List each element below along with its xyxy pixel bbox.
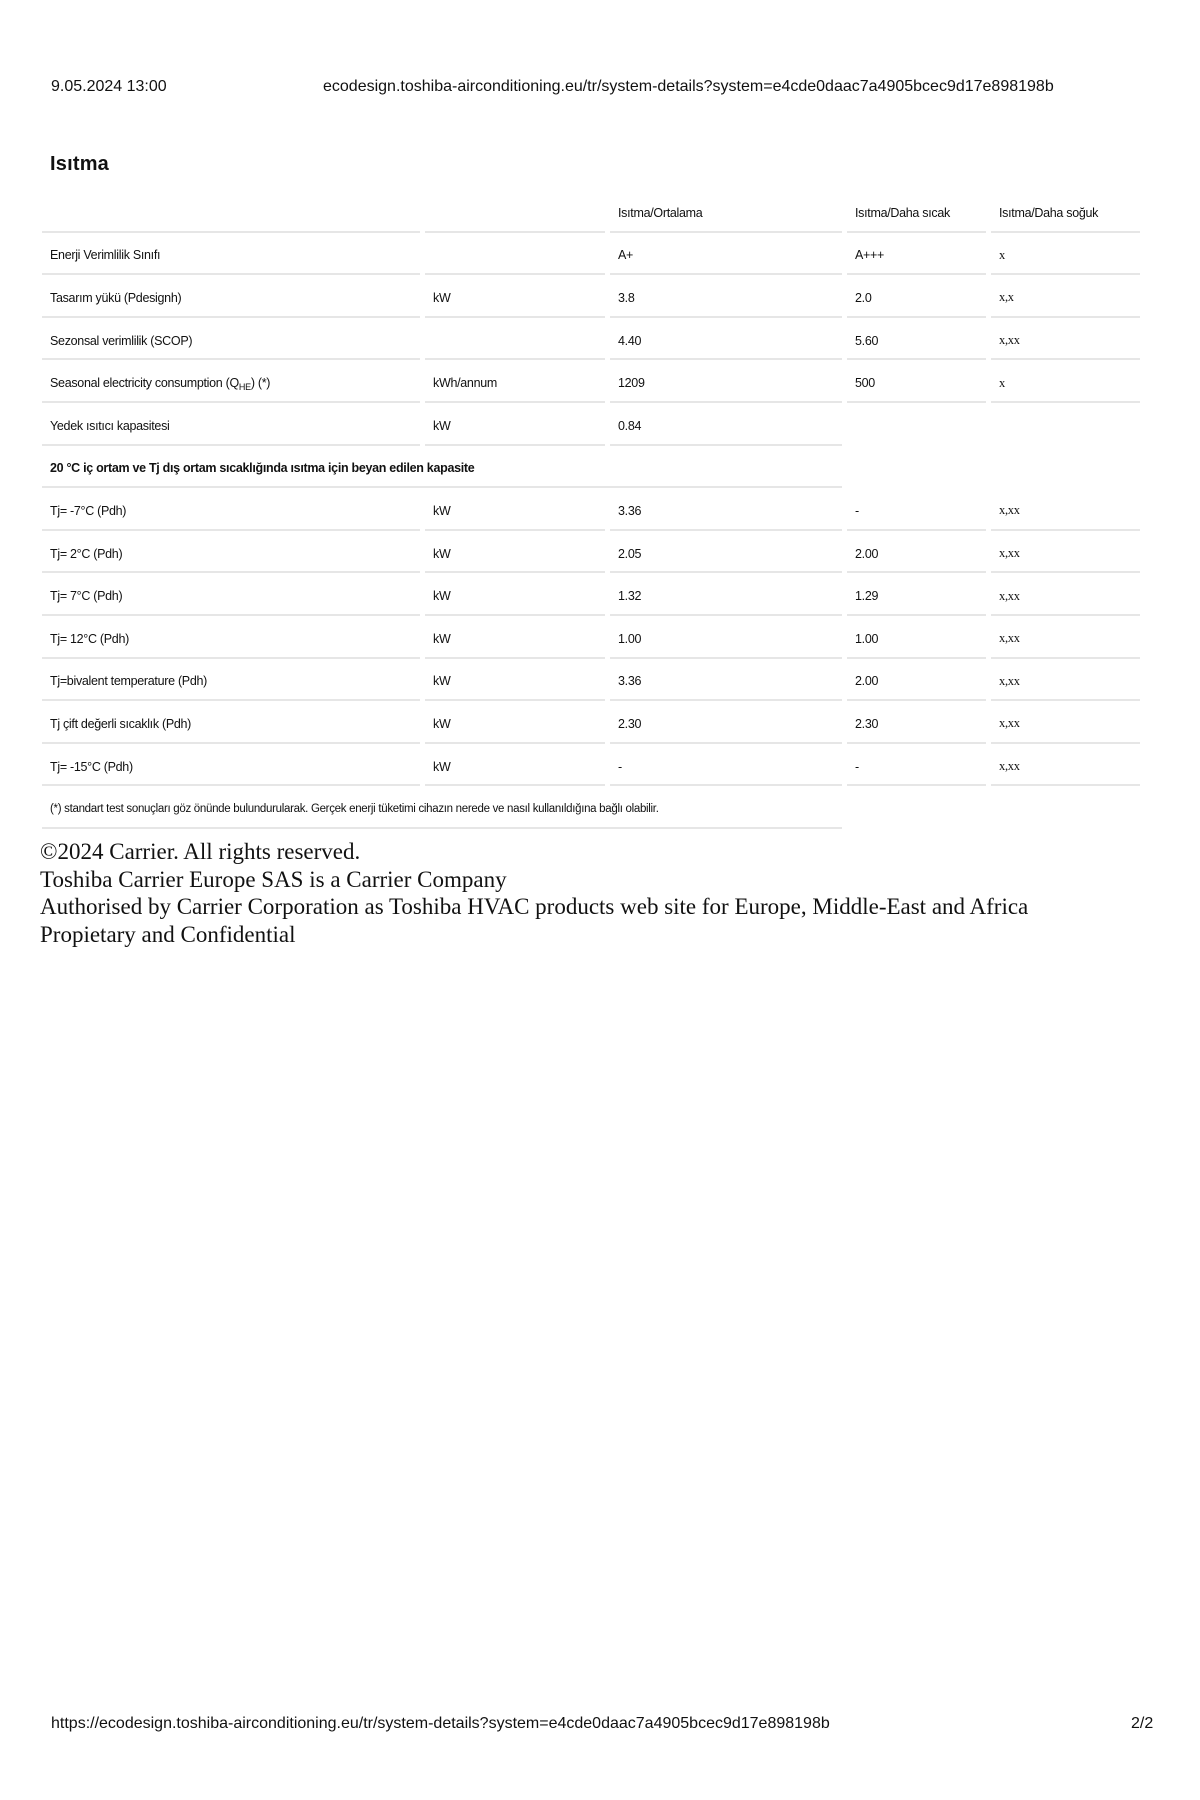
row-value-warmer: - [847,749,986,787]
column-header-average: Isıtma/Ortalama [610,195,842,233]
column-header-unit [425,195,605,233]
row-value-colder: x,xx [991,578,1140,616]
row-label: Tj= -15°C (Pdh) [42,749,420,787]
row-label: Enerji Verimlilik Sınıfı [42,238,420,276]
subsection-heading: 20 °C iç ortam ve Tj dış ortam sıcaklığında ısıtma için beyan edilen kapasite [42,451,842,489]
table-row [42,280,1140,323]
table-row [42,408,1140,451]
row-value-colder: x,xx [991,706,1140,744]
table-row [42,493,1140,536]
row-unit [425,238,605,276]
table-row [42,323,1140,366]
column-header-label [42,195,420,233]
row-value-average: 1209 [610,365,842,403]
column-header-warmer: Isıtma/Daha sıcak [847,195,986,233]
authorisation-line: Authorised by Carrier Corporation as Toshiba HVAC products web site for Europe, Middle-East and Africa [40,894,1029,919]
row-unit: kW [425,621,605,659]
row-label: Tj çift değerli sıcaklık (Pdh) [42,706,420,744]
table-row [42,749,1140,792]
table-subsection-row [42,451,1140,494]
row-value-average: 1.32 [610,578,842,616]
column-header-colder: Isıtma/Daha soğuk [991,195,1140,233]
row-value-warmer: 1.29 [847,578,986,616]
row-value-colder: x [991,238,1140,276]
footer-url: https://ecodesign.toshiba-airconditioning.eu/tr/system-details?system=e4cde0daac7a4905bcec9d17e898198b [51,1715,830,1732]
row-label: Yedek ısıtıcı kapasitesi [42,408,420,446]
row-unit: kW [425,536,605,574]
footnote: (*) standart test sonuçları göz önünde bulundurularak. Gerçek enerji tüketimi cihazın nerede ve nasıl kullanıldığına bağlı olabilir. [42,791,842,829]
row-unit: kW [425,706,605,744]
row-value-colder: x [991,365,1140,403]
row-unit: kW [425,408,605,446]
copyright-line: ©2024 Carrier. All rights reserved. [40,839,361,864]
row-label: Tj= -7°C (Pdh) [42,493,420,531]
table-row [42,664,1140,707]
row-label [42,365,420,403]
row-label-subscript: HE [238,382,251,393]
table-row [42,578,1140,621]
table-header-row [42,195,1140,238]
table-row [42,536,1140,579]
copyright-block [40,838,1028,948]
row-value-average: A+ [610,238,842,276]
row-value-average: 2.05 [610,536,842,574]
table-row [42,621,1140,664]
row-value-warmer: 2.30 [847,706,986,744]
company-line: Toshiba Carrier Europe SAS is a Carrier Company [40,866,507,892]
row-value-average: 4.40 [610,323,842,361]
row-value-colder: x,xx [991,664,1140,702]
confidential-line: Propietary and Confidential [40,921,296,947]
heating-table [42,195,1140,834]
row-value-average: 1.00 [610,621,842,659]
page-number: 2/2 [1131,1715,1154,1732]
row-value-colder: x,xx [991,323,1140,361]
row-value-colder: x,xx [991,536,1140,574]
print-url: ecodesign.toshiba-airconditioning.eu/tr/system-details?system=e4cde0daac7a4905bcec9d17e898198b [323,78,1054,95]
row-label: Tj=bivalent temperature (Pdh) [42,664,420,702]
row-unit: kW [425,664,605,702]
table-row [42,706,1140,749]
row-label: Tj= 2°C (Pdh) [42,536,420,574]
row-unit: kWh/annum [425,365,605,403]
row-value-warmer: - [847,493,986,531]
row-value-average: 3.36 [610,493,842,531]
row-unit: kW [425,749,605,787]
row-label: Tj= 7°C (Pdh) [42,578,420,616]
row-value-colder: x,x [991,280,1140,318]
row-value-average: - [610,749,842,787]
row-unit: kW [425,578,605,616]
row-value-average: 2.30 [610,706,842,744]
row-value-colder: x,xx [991,621,1140,659]
row-value-warmer: 5.60 [847,323,986,361]
table-row [42,365,1140,408]
row-value-warmer: 500 [847,365,986,403]
row-value-warmer: A+++ [847,238,986,276]
row-value-warmer: 1.00 [847,621,986,659]
row-unit: kW [425,493,605,531]
table-footnote-row [42,791,1140,834]
row-value-colder: x,xx [991,749,1140,787]
row-label-main: Seasonal electricity consumption (Q [50,376,239,391]
row-value-average: 3.36 [610,664,842,702]
row-label: Tasarım yükü (Pdesignh) [42,280,420,318]
row-value-colder: x,xx [991,493,1140,531]
row-label-suffix: ) (*) [250,376,271,391]
row-label: Sezonsal verimlilik (SCOP) [42,323,420,361]
row-unit [425,323,605,361]
table-row [42,238,1140,281]
row-value-warmer: 2.00 [847,536,986,574]
row-value-average: 0.84 [610,408,842,446]
section-title: Isıtma [50,153,110,175]
print-date: 9.05.2024 13:00 [51,78,167,95]
row-value-warmer: 2.0 [847,280,986,318]
row-label: Tj= 12°C (Pdh) [42,621,420,659]
row-unit: kW [425,280,605,318]
row-value-average: 3.8 [610,280,842,318]
row-value-warmer: 2.00 [847,664,986,702]
